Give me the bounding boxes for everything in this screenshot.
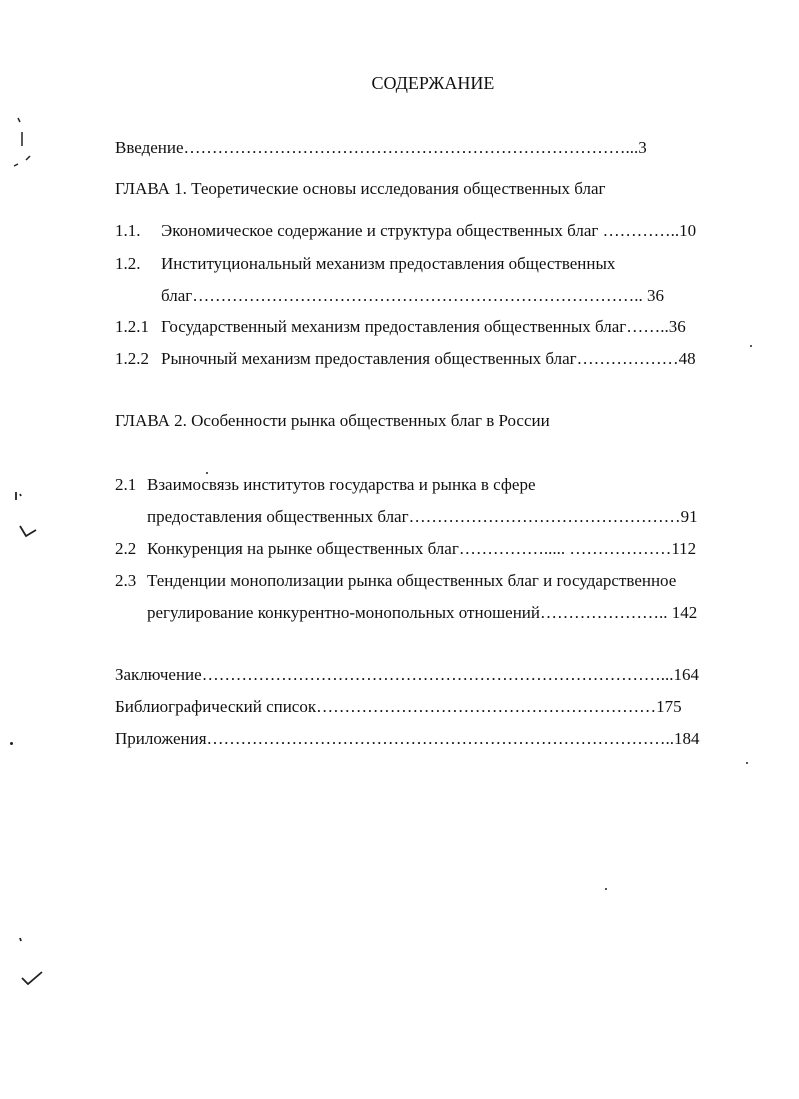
page-number: 91 <box>680 507 698 526</box>
toc-entry-bibliography <box>115 696 682 718</box>
chapter-1-heading: ГЛАВА 1. Теоретические основы исследования общественных благ <box>115 179 606 198</box>
scan-speck <box>206 472 208 474</box>
toc-entry-conclusion <box>115 664 699 686</box>
toc-entry-2-1-cont <box>147 506 698 528</box>
entry-label: Введение <box>115 138 184 157</box>
section-number: 1.1. <box>115 221 141 240</box>
leader-dots: ………………………………………………………………………... <box>201 665 674 684</box>
toc-entry-appendix <box>115 728 700 750</box>
toc-entry-1-2-cont <box>161 285 664 307</box>
leader-dots: ………………….. <box>540 603 672 622</box>
page-number: 36 <box>668 317 686 336</box>
scan-speck <box>746 762 748 764</box>
scan-mark-icon <box>14 932 48 992</box>
entry-label: Заключение <box>115 665 202 684</box>
section-number: 2.2 <box>115 539 137 558</box>
toc-entry-2-3: Тенденции монополизации рынка общественных благ и государственное <box>147 571 677 590</box>
entry-label: Конкуренция на рынке общественных благ <box>147 539 459 558</box>
toc-entry-2-2 <box>147 538 696 560</box>
toc-entry-1-2: Институциональный механизм предоставления общественных <box>161 254 616 273</box>
scan-speck <box>750 345 752 347</box>
toc-entry-2-3-cont <box>147 602 697 624</box>
section-number: 1.2. <box>115 254 141 273</box>
page-number: 184 <box>674 729 700 748</box>
toc-entry-1-2-1 <box>161 316 686 338</box>
entry-label: Рыночный механизм предоставления общественных благ <box>161 349 577 368</box>
leader-dots: ……………………………………………………………………... <box>183 138 639 157</box>
page-number: 164 <box>673 665 699 684</box>
entry-label: предоставления общественных благ <box>147 507 409 526</box>
entry-label: Библиографический список <box>115 697 317 716</box>
scan-mark-icon <box>8 486 40 542</box>
section-number: 2.3 <box>115 571 137 590</box>
scan-speck <box>10 742 13 745</box>
leader-dots: …………………………………………………………………….. <box>192 286 647 305</box>
page-number: 3 <box>638 138 647 157</box>
entry-label: благ <box>161 286 193 305</box>
leader-dots: …….. <box>626 317 669 336</box>
toc-entry-intro <box>115 137 647 159</box>
page-number: 48 <box>678 349 696 368</box>
section-number: 2.1 <box>115 475 137 494</box>
entry-label: регулирование конкурентно-монопольных отношений <box>147 603 541 622</box>
page-number: 36 <box>646 286 664 305</box>
leader-dots: ……………… <box>576 349 679 368</box>
page-number: 10 <box>679 221 697 240</box>
page-title: СОДЕРЖАНИЕ <box>371 73 495 93</box>
entry-label: Приложения <box>115 729 207 748</box>
leader-dots: …………………………………………………… <box>316 697 657 716</box>
chapter-2-heading: ГЛАВА 2. Особенности рынка общественных благ в России <box>115 411 550 430</box>
leader-dots: ………………………………………… <box>408 507 681 526</box>
page-number: 112 <box>671 539 697 558</box>
section-number: 1.2.2 <box>115 349 149 368</box>
toc-entry-1-1 <box>161 220 696 242</box>
page-number: 142 <box>671 603 698 622</box>
leader-dots: ……………………………………………………………………….. <box>206 729 675 748</box>
leader-dots: ……………..... ……………… <box>458 539 672 558</box>
leader-dots: ………….. <box>602 221 680 240</box>
toc-entry-2-1: Взаимосвязь институтов государства и рынка в сфере <box>147 475 536 494</box>
entry-label: Государственный механизм предоставления общественных благ <box>161 317 627 336</box>
section-number: 1.2.1 <box>115 317 149 336</box>
entry-label: Экономическое содержание и структура общественных благ <box>161 221 599 240</box>
toc-entry-1-2-2 <box>161 348 696 370</box>
page-number: 175 <box>656 697 682 716</box>
scan-mark-icon <box>8 112 38 172</box>
scan-speck <box>605 888 607 890</box>
